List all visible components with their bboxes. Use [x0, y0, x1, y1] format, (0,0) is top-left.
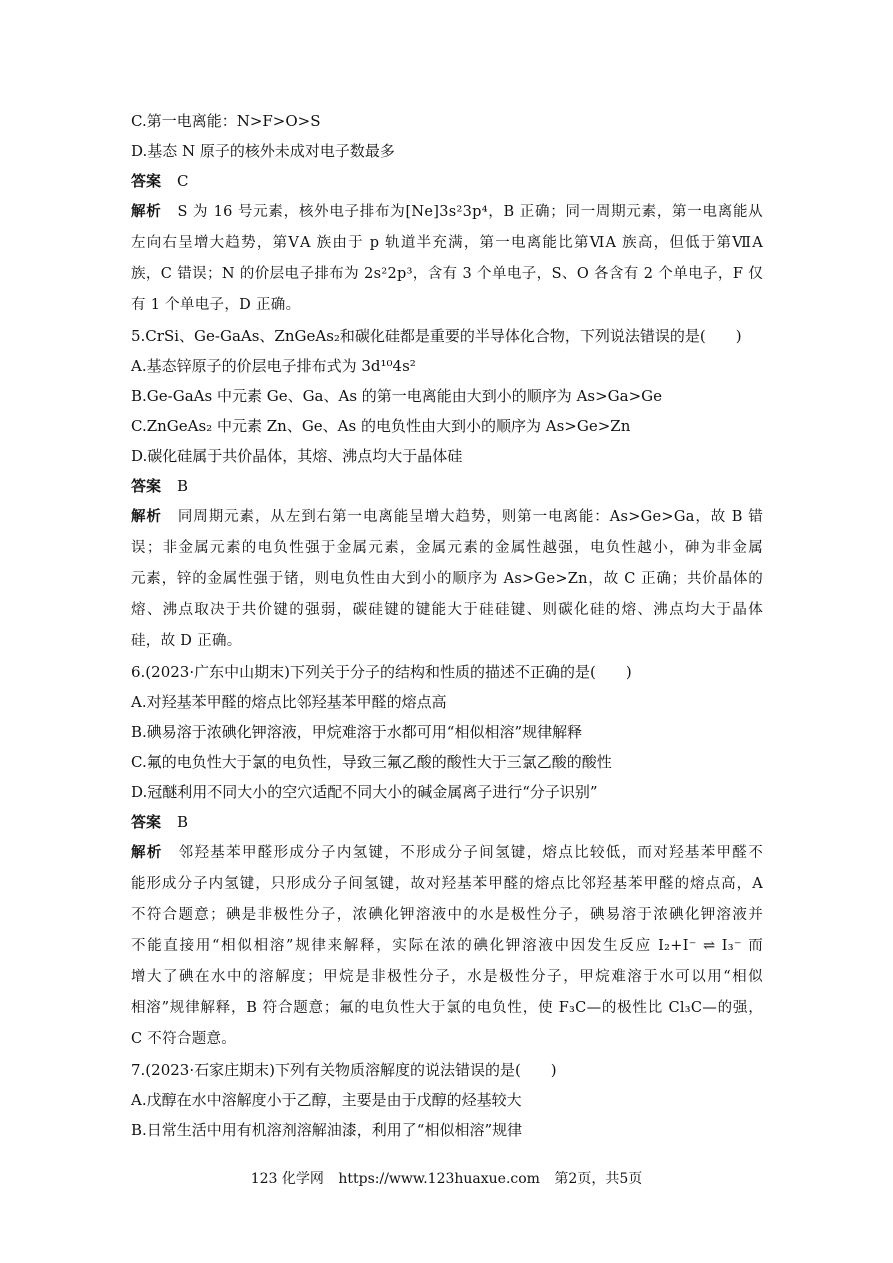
- q4-explanation-line: 族，C 错误；N 的价层电子排布为 2s²2p³，含有 3 个单电子，S、O 各含有 2 个单电子，F 仅: [131, 266, 763, 282]
- footer-url[interactable]: https://www.123huaxue.com: [338, 1171, 540, 1187]
- q5-explanation-line: 熔、沸点取决于共价键的强弱，碳硅键的键能大于硅硅键、则碳化硅的熔、沸点均大于晶体: [131, 602, 763, 618]
- q6-stem: 6.(2023·广东中山期末)下列关于分子的结构和性质的描述不正确的是( ): [131, 663, 632, 681]
- q6-explanation-line: 增大了碘在水中的溶解度；甲烷是非极性分子，水是极性分子，甲烷难溶于水可以用“相似: [131, 969, 763, 985]
- document-content: [131, 106, 763, 1145]
- q7-stem: 7.(2023·石家庄期末)下列有关物质溶解度的说法错误的是( ): [131, 1061, 557, 1079]
- q6-option-b: B.碘易溶于浓碘化钾溶液，甲烷难溶于水都可用“相似相溶”规律解释: [131, 723, 583, 741]
- answer-label: 答案: [131, 172, 162, 190]
- q5-option-b: B.Ge-GaAs 中元素 Ge、Ga、As 的第一电离能由大到小的顺序为 As>Ga>Ge: [131, 387, 663, 405]
- q4-answer: [131, 166, 763, 196]
- footer-site-name: 123 化学网: [250, 1171, 324, 1187]
- q5-stem: 5.CrSi、Ge-GaAs、ZnGeAs₂和碳化硅都是重要的半导体化合物，下列说法错误的是( ): [131, 327, 742, 345]
- q5-explanation-line: 硅，故 D 正确。: [131, 633, 242, 649]
- q6-explanation-line: [131, 837, 763, 869]
- q6-option-d: D.冠醚利用不同大小的空穴适配不同大小的碱金属离子进行“分子识别”: [131, 783, 598, 801]
- q6-answer: [131, 807, 763, 837]
- explanation-text: 邻羟基苯甲醛形成分子内氢键，不形成分子间氢键，熔点比较低，而对羟基苯甲醛不: [178, 845, 763, 861]
- explanation-label: 解析: [131, 844, 163, 861]
- q5-explanation-line: [131, 501, 763, 533]
- q6-option-a: A.对羟基苯甲醛的熔点比邻羟基苯甲醛的熔点高: [131, 693, 447, 711]
- q5-option-d: D.碳化硅属于共价晶体，其熔、沸点均大于晶体硅: [131, 447, 463, 465]
- q5-answer: [131, 471, 763, 501]
- answer-value: B: [177, 477, 189, 495]
- q6-explanation-line: 不能直接用“相似相溶”规律来解释，实际在浓的碘化钾溶液中因发生反应 I₂+I⁻ ⇌ I₃⁻ 而: [131, 938, 763, 954]
- q7-option-b: B.日常生活中用有机溶剂溶解油漆，利用了“相似相溶”规律: [131, 1121, 523, 1139]
- q5-option-c: C.ZnGeAs₂ 中元素 Zn、Ge、As 的电负性由大到小的顺序为 As>Ge>Zn: [131, 417, 631, 435]
- explanation-text: 同周期元素，从左到右第一电离能呈增大趋势，则第一电离能：As>Ge>Ga，故 B 错: [177, 509, 763, 525]
- q5-explanation-line: 元素，锌的金属性强于锗，则电负性由大到小的顺序为 As>Ge>Zn，故 C 正确；共价晶体的: [131, 571, 763, 587]
- q6-explanation-line: C 不符合题意。: [131, 1031, 237, 1047]
- answer-value: B: [177, 813, 189, 831]
- explanation-label: 解析: [131, 508, 162, 525]
- q4-explanation-line: 左向右呈增大趋势，第ⅤA 族由于 p 轨道半充满，第一电离能比第ⅥA 族高，但低于第ⅦA: [131, 235, 763, 251]
- q6-explanation-line: 相溶”规律解释，B 符合题意；氟的电负性大于氯的电负性，使 F₃C—的极性比 Cl₃C—的强，: [131, 1000, 763, 1016]
- q5-option-a: A.基态锌原子的价层电子排布式为 3d¹⁰4s²: [131, 357, 416, 375]
- q6-explanation-line: 不符合题意；碘是非极性分子，浓碘化钾溶液中的水是极性分子，碘易溶于浓碘化钾溶液并: [131, 907, 763, 923]
- explanation-text: S 为 16 号元素，核外电子排布为[Ne]3s²3p⁴，B 正确；同一周期元素，第一电离能从: [177, 204, 763, 220]
- q4-explanation-line: [131, 196, 763, 228]
- q6-explanation-line: 能形成分子内氢键，只形成分子间氢键，故对羟基苯甲醛的熔点比邻羟基苯甲醛的熔点高，A: [131, 876, 763, 892]
- q6-option-c: C.氟的电负性大于氯的电负性，导致三氟乙酸的酸性大于三氯乙酸的酸性: [131, 753, 612, 771]
- q4-explanation-line: 有 1 个单电子，D 正确。: [131, 297, 301, 313]
- page-footer: [0, 1168, 893, 1188]
- answer-label: 答案: [131, 477, 162, 495]
- q4-option-c: C.第一电离能：N>F>O>S: [131, 112, 321, 130]
- explanation-label: 解析: [131, 203, 162, 220]
- q4-option-d: D.基态 N 原子的核外未成对电子数最多: [131, 142, 395, 160]
- footer-page-number: 第2页，共5页: [554, 1171, 643, 1187]
- q5-explanation-line: 误；非金属元素的电负性强于金属元素，金属元素的金属性越强，电负性越小，砷为非金属: [131, 540, 763, 556]
- answer-value: C: [177, 172, 189, 190]
- answer-label: 答案: [131, 813, 162, 831]
- q7-option-a: A.戊醇在水中溶解度小于乙醇，主要是由于戊醇的烃基较大: [131, 1091, 522, 1109]
